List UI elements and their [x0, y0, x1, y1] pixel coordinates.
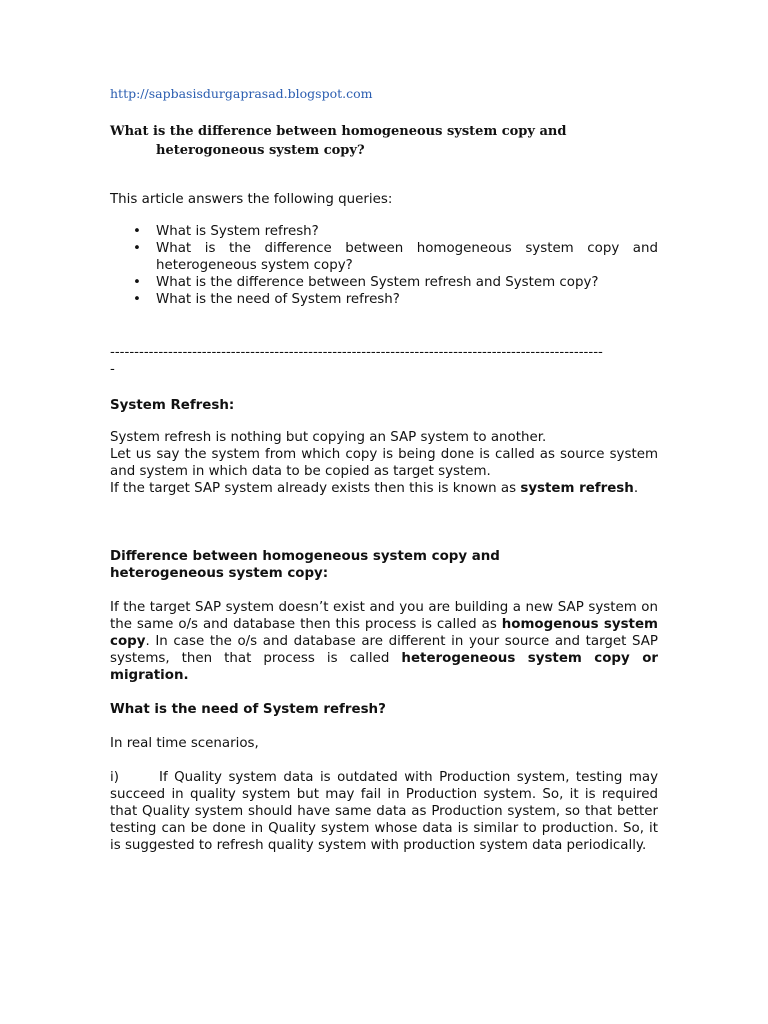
difference-paragraph: If the target SAP system doesn’t exist and you are building a new SAP system on the same o/s and database then this process is called as homogenous system copy. In case the o/s and database are different in your source and target SAP systems, then that process is called heterogeneous system copy or migration. [110, 600, 658, 683]
intro-text: This article answers the following queries: [110, 192, 393, 207]
section-heading-difference: Difference between homogeneous system copy and heterogeneous system copy: [110, 549, 500, 581]
bullet-icon: • [133, 241, 141, 256]
paragraph-line: If the target SAP system already exists then this is known as system refresh. [110, 481, 639, 496]
divider-line-end: - [110, 362, 115, 377]
list-item: • What is System refresh? [133, 224, 319, 239]
queries-list [110, 223, 658, 308]
paragraph-line: Let us say the system from which copy is being done is called as source system and system in which data to be copied as target system. [110, 447, 658, 479]
title-line-2: heterogoneous system copy? [156, 143, 365, 158]
bullet-icon: • [133, 275, 141, 290]
need-item: i) If Quality system data is outdated with Production system, testing may succeed in quality system but may fail in Production system. So, it is required that Quality system should have same data as Production system, so that better testing can be done in Quality system whose data is similar to production. So, it is suggested to refresh quality system with production system data periodically. [110, 770, 658, 853]
blog-url-link[interactable]: http://sapbasisdurgaprasad.blogspot.com [110, 86, 373, 101]
bullet-icon: • [133, 224, 141, 239]
section-heading-need: What is the need of System refresh? [110, 702, 386, 717]
list-item: • What is the difference between homogeneous system copy and heterogeneous system copy? [133, 241, 658, 273]
title-line-1: What is the difference between homogeneous system copy and [110, 124, 567, 139]
list-item: • What is the need of System refresh? [133, 292, 400, 307]
document-title [110, 122, 670, 160]
divider-line: ------------------------------------------------------------------------------------------------------ [110, 345, 603, 360]
need-intro: In real time scenarios, [110, 736, 259, 751]
item-label: i) [110, 770, 119, 785]
system-refresh-paragraph [110, 429, 658, 497]
section-heading-system-refresh: System Refresh: [110, 398, 235, 413]
list-item: • What is the difference between System refresh and System copy? [133, 275, 599, 290]
paragraph-line: System refresh is nothing but copying an SAP system to another. [110, 430, 547, 445]
bullet-icon: • [133, 292, 141, 307]
